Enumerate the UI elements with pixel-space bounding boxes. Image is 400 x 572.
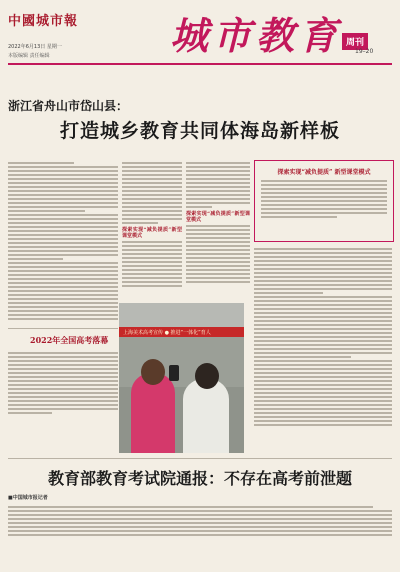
news-photo xyxy=(119,303,244,453)
article-column-2 xyxy=(122,160,182,300)
article-column-1 xyxy=(8,160,118,325)
main-headline: 打造城乡教育共同体海岛新样板 xyxy=(59,120,340,142)
masthead-rule xyxy=(8,63,392,65)
column-2-subhead: 探索实现“减负提质”新型课堂模式 xyxy=(122,227,182,239)
article-column-3 xyxy=(186,160,250,300)
exam-section-title: 2022年全国高考落幕 xyxy=(30,335,109,345)
photo-building xyxy=(119,303,244,327)
exam-section-text xyxy=(8,350,118,442)
bottom-byline: ■中国城市报记者 xyxy=(8,495,48,501)
bottom-article-text xyxy=(8,504,392,566)
bottom-rule xyxy=(8,458,392,459)
section-brand: 城市教育 xyxy=(170,13,343,58)
column-3-subhead: 探索实现“减负提质”新型课堂模式 xyxy=(186,211,250,223)
editor-line: 本版编辑 责任编辑 xyxy=(8,53,50,59)
weekly-badge: 周刊 xyxy=(342,33,368,50)
article-column-right xyxy=(254,246,392,451)
sidebar-box-title: 探索实现“减负提质” 新型课堂模式 xyxy=(277,169,371,176)
photo-person-right xyxy=(183,379,229,453)
photo-person-left xyxy=(131,373,175,453)
photo-person-left-head xyxy=(141,359,165,385)
bottom-headline: 教育部教育考试院通报：不存在高考前泄题 xyxy=(47,469,352,488)
photo-banner-text: 上海美术高考宣传 ● 推进“一体化”育人 xyxy=(123,330,211,336)
sidebar-box xyxy=(254,160,394,242)
issue-date: 2022年6月13日 星期一 xyxy=(8,44,62,50)
newspaper-logo: 中國城市報 xyxy=(8,14,79,29)
page-number: 19–20 xyxy=(355,48,374,55)
photo-person-right-head xyxy=(195,363,219,389)
headline-kicker: 浙江省舟山市岱山县： xyxy=(8,99,129,113)
phone-icon xyxy=(169,365,179,381)
